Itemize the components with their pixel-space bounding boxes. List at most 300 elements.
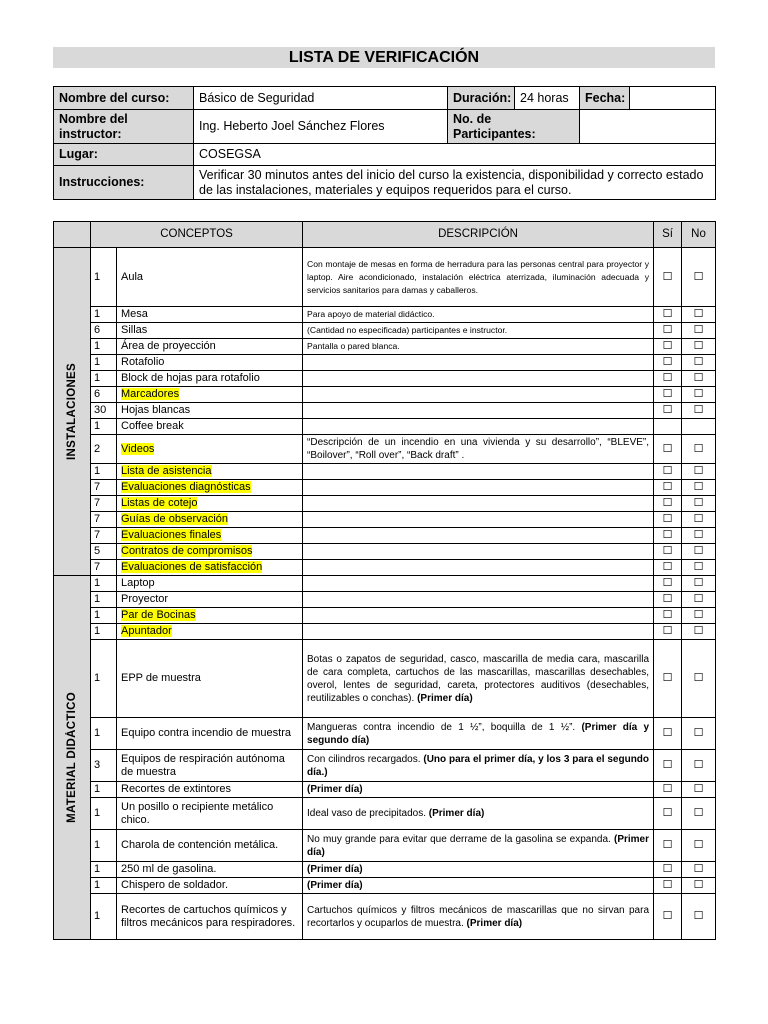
checklist-row [54, 403, 716, 419]
item-concept-text: Proyector [121, 593, 169, 605]
item-concept-text: Sillas [121, 324, 148, 336]
item-description-text: Para apoyo de material didáctico. [307, 309, 435, 319]
no-cell [682, 782, 716, 798]
checklist-row [54, 862, 716, 878]
item-concept [117, 435, 303, 464]
item-quantity: 6 [91, 387, 117, 403]
item-description [303, 528, 654, 544]
no-checkbox[interactable]: ☐ [693, 324, 704, 336]
item-concept [117, 830, 303, 862]
item-quantity: 1 [91, 862, 117, 878]
item-quantity: 1 [91, 576, 117, 592]
yes-checkbox[interactable]: ☐ [662, 577, 673, 589]
item-concept-text: Evaluaciones de satisfacción [121, 561, 263, 573]
yes-checkbox[interactable]: ☐ [662, 561, 673, 573]
item-concept-text: 250 ml de gasolina. [121, 863, 217, 875]
item-description [303, 608, 654, 624]
no-cell [682, 307, 716, 323]
item-concept-text: Listas de cotejo [121, 497, 198, 509]
yes-checkbox[interactable]: ☐ [662, 759, 673, 771]
no-cell [682, 371, 716, 387]
item-concept [117, 862, 303, 878]
yes-checkbox[interactable]: ☐ [662, 727, 673, 739]
yes-checkbox[interactable]: ☐ [662, 625, 673, 637]
item-description [303, 307, 654, 323]
item-description [303, 862, 654, 878]
yes-checkbox[interactable]: ☐ [662, 442, 673, 455]
no-cell [682, 403, 716, 419]
section-category [54, 576, 91, 940]
item-description [303, 560, 654, 576]
yes-cell [654, 560, 682, 576]
no-checkbox[interactable]: ☐ [693, 513, 704, 525]
item-concept-text: Recortes de cartuchos químicos y filtros mecánicos para respiradores. [121, 903, 296, 929]
item-quantity: 1 [91, 640, 117, 718]
item-concept [117, 339, 303, 355]
no-cell [682, 640, 716, 718]
no-cell [682, 830, 716, 862]
duration-value: 24 horas [515, 87, 580, 110]
item-quantity: 1 [91, 624, 117, 640]
item-description [303, 624, 654, 640]
item-concept [117, 782, 303, 798]
no-checkbox[interactable]: ☐ [693, 404, 704, 416]
checklist-row [54, 878, 716, 894]
checklist-row [54, 528, 716, 544]
no-checkbox[interactable]: ☐ [693, 839, 704, 851]
checklist-row [54, 512, 716, 528]
no-cell [682, 480, 716, 496]
checklist-row [54, 323, 716, 339]
item-quantity: 7 [91, 496, 117, 512]
yes-cell [654, 403, 682, 419]
item-concept [117, 576, 303, 592]
item-concept-text: Un posillo o recipiente metálico chico. [121, 800, 274, 826]
yes-checkbox[interactable]: ☐ [662, 807, 673, 819]
item-description-text: No muy grande para evitar que derrame de la gasolina se expanda. [307, 833, 611, 845]
no-checkbox[interactable]: ☐ [693, 545, 704, 557]
yes-cell [654, 307, 682, 323]
duration-label: Duración: [448, 87, 515, 110]
checklist-row [54, 718, 716, 750]
item-description [303, 544, 654, 560]
item-description-text: Ideal vaso de precipitados. [307, 808, 426, 819]
item-concept-text: Mesa [121, 308, 148, 320]
item-concept [117, 371, 303, 387]
item-concept [117, 403, 303, 419]
item-description-text: Cartuchos químicos y filtros mecánicos de mascarillas que no sirvan para recortarlos y ocuparlos de muestra. [307, 904, 650, 929]
item-description-note: (Primer día) [428, 808, 485, 819]
item-description [303, 640, 654, 718]
yes-checkbox[interactable]: ☐ [662, 388, 673, 400]
item-concept-text: Evaluaciones diagnósticas [121, 481, 251, 493]
yes-checkbox[interactable]: ☐ [662, 324, 673, 336]
item-concept [117, 480, 303, 496]
section-category-label: MATERIAL DIDÁCTICO [65, 692, 78, 823]
no-checkbox[interactable]: ☐ [693, 879, 704, 891]
item-description [303, 387, 654, 403]
item-quantity: 1 [91, 339, 117, 355]
checklist-row [54, 624, 716, 640]
yes-cell [654, 387, 682, 403]
checklist-row [54, 355, 716, 371]
no-cell [682, 624, 716, 640]
item-description-note: (Primer día) [307, 880, 363, 891]
yes-cell [654, 355, 682, 371]
item-quantity: 1 [91, 592, 117, 608]
item-quantity: 1 [91, 798, 117, 830]
item-concept [117, 640, 303, 718]
yes-cell [654, 862, 682, 878]
checklist-row [54, 480, 716, 496]
checklist-row [54, 464, 716, 480]
yes-cell [654, 323, 682, 339]
location-label: Lugar: [54, 144, 194, 166]
description-header: DESCRIPCIÓN [303, 222, 654, 248]
no-checkbox[interactable]: ☐ [693, 356, 704, 368]
item-quantity: 1 [91, 830, 117, 862]
item-quantity: 3 [91, 750, 117, 782]
item-description-text: Con cilindros recargados. [307, 753, 421, 765]
checklist-row [54, 592, 716, 608]
item-concept [117, 878, 303, 894]
item-description-note: (Uno para el primer día, y los 3 para el segundo día.) [307, 753, 650, 778]
item-concept-text: Equipo contra incendio de muestra [121, 727, 291, 739]
item-concept [117, 544, 303, 560]
item-concept [117, 798, 303, 830]
item-concept-text: Equipos de respiración autónoma de muestra [121, 752, 285, 778]
yes-cell [654, 624, 682, 640]
yes-checkbox[interactable]: ☐ [662, 839, 673, 851]
item-description [303, 782, 654, 798]
participants-label: No. de Participantes: [448, 110, 580, 144]
checklist-row [54, 576, 716, 592]
item-quantity: 2 [91, 435, 117, 464]
checklist-row [54, 419, 716, 435]
yes-checkbox[interactable]: ☐ [662, 308, 673, 320]
no-checkbox[interactable]: ☐ [693, 577, 704, 589]
no-checkbox[interactable]: ☐ [693, 727, 704, 739]
no-cell [682, 419, 716, 435]
no-cell [682, 560, 716, 576]
date-label: Fecha: [580, 87, 630, 110]
no-cell [682, 496, 716, 512]
checklist-row [54, 307, 716, 323]
item-description-note: (Primer día) [417, 692, 473, 704]
checklist-row [54, 608, 716, 624]
no-checkbox[interactable]: ☐ [693, 910, 704, 922]
no-checkbox[interactable]: ☐ [693, 807, 704, 819]
checklist-row [54, 371, 716, 387]
item-description [303, 798, 654, 830]
no-cell [682, 878, 716, 894]
item-description-text: (Cantidad no especificada) participantes e instructor. [307, 325, 508, 335]
checklist-row [54, 750, 716, 782]
item-quantity: 1 [91, 464, 117, 480]
item-description [303, 248, 654, 307]
item-description-note: (Primer día y segundo día) [307, 721, 650, 746]
yes-cell [654, 248, 682, 307]
item-description-note: (Primer día) [307, 784, 363, 795]
item-concept [117, 355, 303, 371]
yes-checkbox[interactable]: ☐ [662, 879, 673, 891]
item-description [303, 419, 654, 435]
item-quantity: 1 [91, 608, 117, 624]
item-concept-text: Rotafolio [121, 356, 165, 368]
item-concept-text: Par de Bocinas [121, 609, 196, 621]
item-description [303, 750, 654, 782]
no-cell [682, 248, 716, 307]
no-checkbox[interactable]: ☐ [693, 340, 704, 352]
yes-checkbox[interactable]: ☐ [662, 465, 673, 477]
yes-checkbox[interactable]: ☐ [662, 529, 673, 541]
item-description-text: Botas o zapatos de seguridad, casco, mascarilla de media cara, mascarilla de cara completa, cartuchos de las mascarillas, mascarillas desechables, overol, lentes de seguridad, careta, protectores auditivos (desechables, reutilizables o conchas). [307, 653, 650, 704]
yes-cell [654, 339, 682, 355]
checklist-row [54, 248, 716, 307]
no-cell [682, 862, 716, 878]
yes-cell [654, 528, 682, 544]
item-description-text: Pantalla o pared blanca. [307, 341, 400, 351]
item-description [303, 894, 654, 940]
item-quantity: 7 [91, 512, 117, 528]
instructor-label: Nombre del instructor: [54, 110, 194, 144]
yes-checkbox[interactable]: ☐ [662, 545, 673, 557]
item-concept [117, 528, 303, 544]
item-concept [117, 750, 303, 782]
yes-checkbox[interactable]: ☐ [662, 372, 673, 384]
item-concept [117, 387, 303, 403]
section-category [54, 248, 91, 576]
item-description [303, 464, 654, 480]
no-checkbox[interactable]: ☐ [693, 593, 704, 605]
yes-cell [654, 830, 682, 862]
item-description [303, 371, 654, 387]
item-description-note: (Primer día) [307, 833, 650, 858]
checklist-row [54, 560, 716, 576]
item-quantity: 30 [91, 403, 117, 419]
yes-cell [654, 480, 682, 496]
yes-checkbox[interactable]: ☐ [662, 356, 673, 368]
section-category-label: INSTALACIONES [65, 363, 78, 460]
item-concept-text: EPP de muestra [121, 672, 201, 684]
item-description [303, 830, 654, 862]
yes-cell [654, 878, 682, 894]
checklist-row [54, 496, 716, 512]
yes-cell [654, 894, 682, 940]
yes-checkbox[interactable]: ☐ [662, 404, 673, 416]
yes-cell [654, 608, 682, 624]
item-concept [117, 307, 303, 323]
yes-cell [654, 592, 682, 608]
instructor-value: Ing. Heberto Joel Sánchez Flores [194, 110, 448, 144]
no-checkbox[interactable]: ☐ [693, 759, 704, 771]
checklist-row [54, 830, 716, 862]
item-quantity: 1 [91, 878, 117, 894]
yes-cell [654, 496, 682, 512]
yes-checkbox[interactable]: ☐ [662, 783, 673, 795]
item-concept-text: Guías de observación [121, 513, 229, 525]
no-checkbox[interactable]: ☐ [693, 529, 704, 541]
checklist-row [54, 435, 716, 464]
item-quantity: 1 [91, 307, 117, 323]
item-quantity: 1 [91, 718, 117, 750]
item-description [303, 496, 654, 512]
no-cell [682, 592, 716, 608]
item-description [303, 480, 654, 496]
item-description [303, 323, 654, 339]
item-description [303, 355, 654, 371]
yes-checkbox[interactable]: ☐ [662, 910, 673, 922]
no-checkbox[interactable]: ☐ [693, 561, 704, 573]
no-checkbox[interactable]: ☐ [693, 863, 704, 875]
yes-checkbox[interactable]: ☐ [662, 609, 673, 621]
instructions-text: Verificar 30 minutos antes del inicio del curso la existencia, disponibilidad y correcto estado de las instalaciones, materiales y equipos requeridos para el curso. [194, 166, 716, 200]
no-checkbox[interactable]: ☐ [693, 465, 704, 477]
no-cell [682, 512, 716, 528]
yes-checkbox[interactable]: ☐ [662, 340, 673, 352]
item-concept-text: Videos [121, 442, 155, 455]
yes-checkbox[interactable]: ☐ [662, 863, 673, 875]
no-header: No [682, 222, 716, 248]
no-checkbox[interactable]: ☐ [693, 372, 704, 384]
yes-cell [654, 435, 682, 464]
item-quantity: 5 [91, 544, 117, 560]
yes-cell [654, 544, 682, 560]
yes-cell [654, 798, 682, 830]
no-checkbox[interactable]: ☐ [693, 308, 704, 320]
item-description-note: (Primer día) [466, 917, 523, 929]
item-quantity: 1 [91, 371, 117, 387]
participants-field[interactable] [580, 110, 716, 144]
yes-cell [654, 512, 682, 528]
yes-cell [654, 718, 682, 750]
yes-cell [654, 371, 682, 387]
item-concept-text: Charola de contención metálica. [121, 839, 279, 851]
yes-checkbox[interactable]: ☐ [662, 593, 673, 605]
item-concept-text: Coffee break [121, 420, 184, 432]
checklist-row [54, 387, 716, 403]
no-cell [682, 528, 716, 544]
yes-checkbox[interactable]: ☐ [662, 270, 673, 283]
item-concept [117, 248, 303, 307]
item-concept [117, 512, 303, 528]
item-concept [117, 592, 303, 608]
item-description [303, 339, 654, 355]
checklist-row [54, 640, 716, 718]
item-description [303, 435, 654, 464]
no-checkbox[interactable]: ☐ [693, 497, 704, 509]
location-value: COSEGSA [194, 144, 716, 166]
no-checkbox[interactable]: ☐ [693, 481, 704, 493]
item-concept [117, 560, 303, 576]
yes-cell [654, 640, 682, 718]
concepts-header: CONCEPTOS [91, 222, 303, 248]
no-checkbox[interactable]: ☐ [693, 442, 704, 455]
item-concept-text: Evaluaciones finales [121, 529, 222, 541]
item-quantity: 1 [91, 419, 117, 435]
no-cell [682, 894, 716, 940]
item-quantity: 7 [91, 480, 117, 496]
no-cell [682, 387, 716, 403]
item-concept-text: Contratos de compromisos [121, 545, 253, 557]
yes-header: Sí [654, 222, 682, 248]
no-cell [682, 355, 716, 371]
item-description [303, 592, 654, 608]
yes-checkbox[interactable]: ☐ [662, 672, 673, 684]
checklist-row [54, 894, 716, 940]
item-quantity: 6 [91, 323, 117, 339]
yes-cell [654, 419, 682, 435]
no-checkbox[interactable]: ☐ [693, 625, 704, 637]
no-cell [682, 544, 716, 560]
page-title: LISTA DE VERIFICACIÓN [53, 47, 715, 68]
no-checkbox[interactable]: ☐ [693, 270, 704, 283]
item-quantity: 1 [91, 355, 117, 371]
category-header [54, 222, 91, 248]
item-description-text: Con montaje de mesas en forma de herradura para las personas central para proyector y laptop. Aire acondicionado, instalación eléctrica aterrizada, iluminación adecuada y servicios sanitarios para damas y caballeros. [307, 258, 650, 295]
item-concept-text: Laptop [121, 577, 155, 589]
no-checkbox[interactable]: ☐ [693, 783, 704, 795]
item-quantity: 7 [91, 560, 117, 576]
item-concept [117, 419, 303, 435]
no-checkbox[interactable]: ☐ [693, 388, 704, 400]
item-description [303, 512, 654, 528]
item-concept-text: Hojas blancas [121, 404, 191, 416]
item-description-text: “Descripción de un incendio en una vivienda y su desarrollo”, “BLEVE”, “Boilover”, “Roll over”, “Back draft” . [307, 437, 650, 461]
no-checkbox[interactable]: ☐ [693, 672, 704, 684]
course-name-value: Básico de Seguridad [194, 87, 448, 110]
item-description [303, 576, 654, 592]
yes-cell [654, 750, 682, 782]
item-concept-text: Marcadores [121, 388, 180, 400]
no-cell [682, 435, 716, 464]
checklist-row [54, 798, 716, 830]
item-concept-text: Lista de asistencia [121, 465, 212, 477]
yes-checkbox[interactable]: ☐ [662, 497, 673, 509]
instructions-label: Instrucciones: [54, 166, 194, 200]
item-quantity: 1 [91, 894, 117, 940]
checklist-row [54, 782, 716, 798]
item-concept-text: Apuntador [121, 625, 172, 637]
no-cell [682, 608, 716, 624]
course-info-table [53, 86, 716, 200]
checklist-row [54, 339, 716, 355]
no-cell [682, 750, 716, 782]
item-concept [117, 608, 303, 624]
item-concept-text: Área de proyección [121, 340, 216, 352]
item-concept-text: Block de hojas para rotafolio [121, 372, 260, 384]
item-concept [117, 323, 303, 339]
date-field[interactable] [630, 87, 716, 110]
no-cell [682, 323, 716, 339]
yes-checkbox[interactable]: ☐ [662, 481, 673, 493]
item-concept-text: Chispero de soldador. [121, 879, 229, 891]
yes-checkbox[interactable]: ☐ [662, 513, 673, 525]
yes-cell [654, 464, 682, 480]
item-description [303, 878, 654, 894]
no-cell [682, 464, 716, 480]
item-concept-text: Recortes de extintores [121, 783, 232, 795]
no-cell [682, 339, 716, 355]
no-checkbox[interactable]: ☐ [693, 609, 704, 621]
item-description-text: Mangueras contra incendio de 1 ½”, boquilla de 1 ½”. [307, 721, 576, 733]
item-concept [117, 464, 303, 480]
item-quantity: 7 [91, 528, 117, 544]
item-description [303, 403, 654, 419]
checklist-table [53, 221, 716, 940]
item-concept [117, 718, 303, 750]
item-description [303, 718, 654, 750]
